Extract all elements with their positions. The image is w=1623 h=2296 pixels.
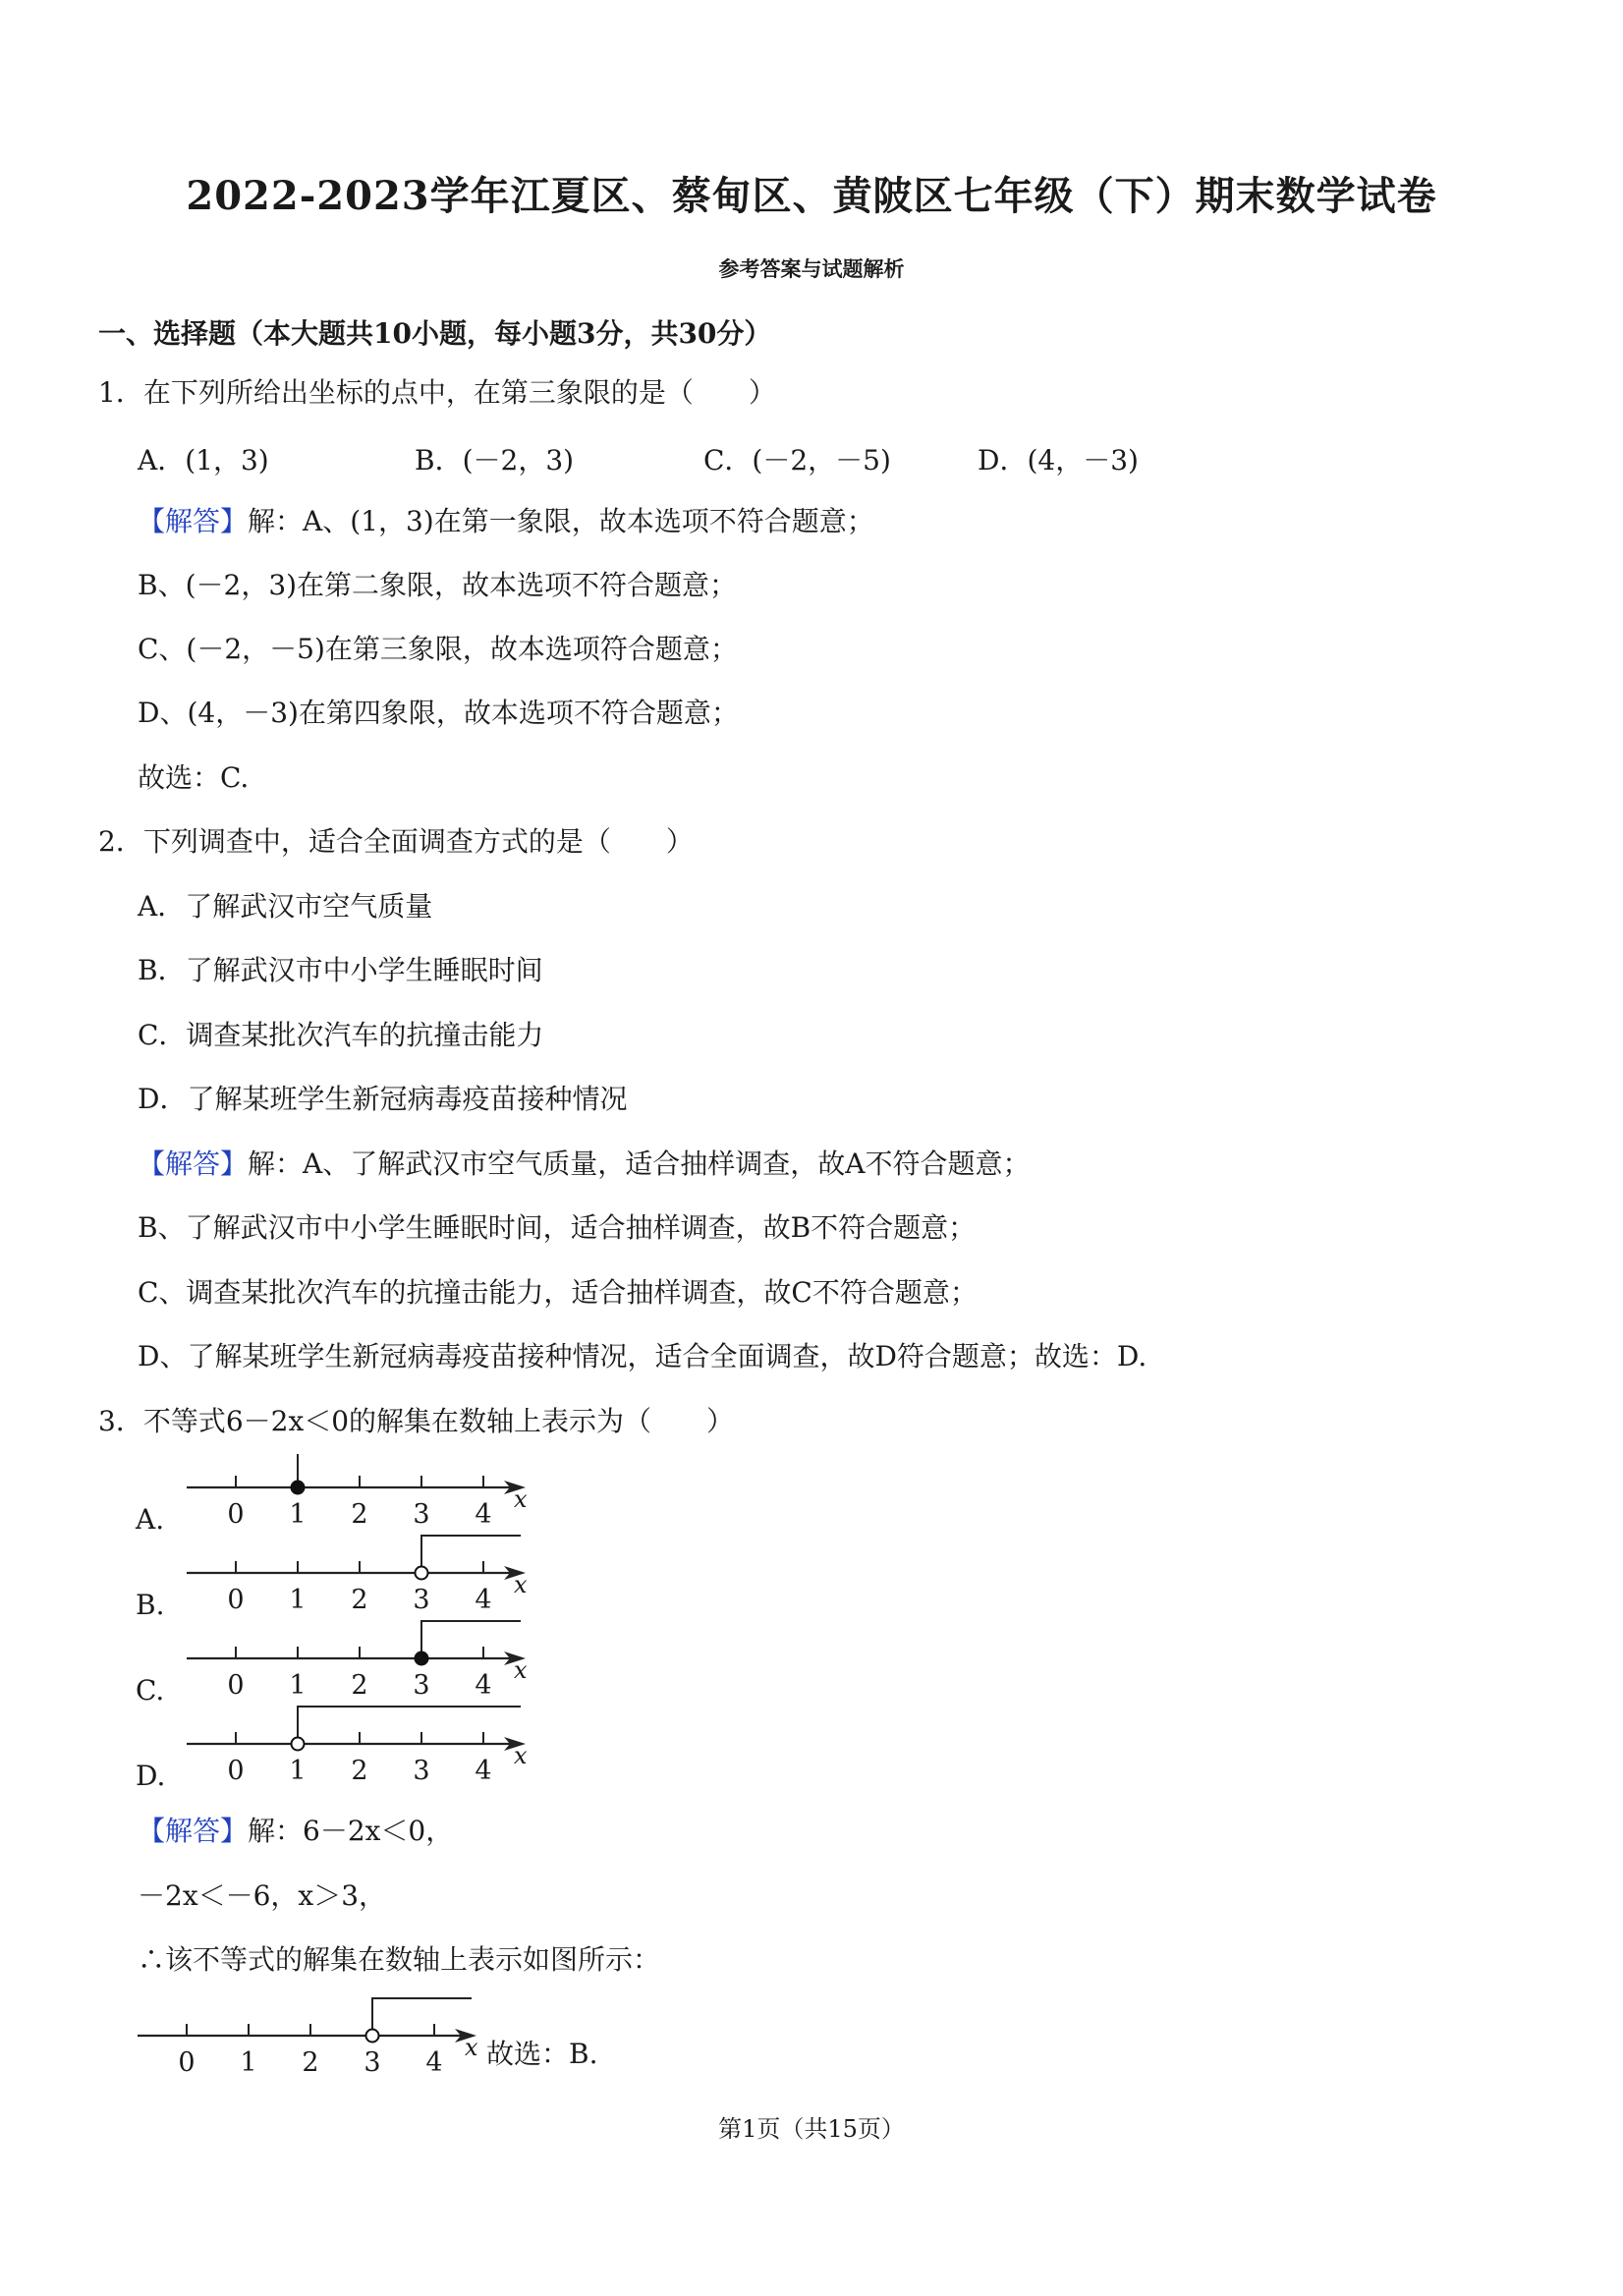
q1-answer-line-4: D、(4，－3)在第四象限，故本选项不符合题意； <box>138 697 739 729</box>
tick-label: 4 <box>475 1499 492 1530</box>
axis-variable-label: x <box>514 1656 528 1684</box>
axis-variable-label: x <box>514 1742 528 1769</box>
number-line-d <box>187 1707 528 1786</box>
q1-option-d: D．(4，－3) <box>978 444 1139 476</box>
page-subtitle: 参考答案与试题解析 <box>718 256 905 281</box>
q3-option-c: C. <box>136 1674 165 1707</box>
q2-answer-line-3: C、调查某批次汽车的抗撞击能力，适合抽样调查，故C不符合题意； <box>138 1276 978 1309</box>
tick-label: 4 <box>475 1670 492 1701</box>
section-heading: 一、选择题（本大题共10小题，每小题3分，共30分） <box>98 317 772 350</box>
q1-option-b: B．(－2，3) <box>415 444 575 476</box>
answer-tag: 【解答】 <box>138 505 249 537</box>
q3-stem: 3．不等式6－2x＜0的解集在数轴上表示为（ ） <box>98 1405 735 1437</box>
number-line-solution <box>138 1998 478 2078</box>
q2-option-d: D．了解某班学生新冠病毒疫苗接种情况 <box>138 1083 628 1115</box>
q1-option-c: C．(－2，－5) <box>703 444 891 476</box>
tick-label: 2 <box>351 1756 368 1786</box>
q1-stem: 1．在下列所给出坐标的点中，在第三象限的是（ ） <box>98 376 776 409</box>
q2-option-a: A．了解武汉市空气质量 <box>138 890 433 923</box>
tick-label: 4 <box>475 1585 492 1615</box>
tick-label: 3 <box>413 1585 430 1615</box>
tick-label: 3 <box>413 1670 430 1701</box>
q1-answer-line-3: C、(－2，－5)在第三象限，故本选项符合题意； <box>138 633 738 665</box>
q1-answer-line-2: B、(－2，3)在第二象限，故本选项不符合题意； <box>138 569 738 601</box>
q2-answer-line-4: D、了解某班学生新冠病毒疫苗接种情况，适合全面调查，故D符合题意；故选：D. <box>138 1340 1147 1372</box>
tick-label: 0 <box>178 2047 196 2078</box>
tick-label: 2 <box>351 1585 368 1615</box>
q3-option-a: A. <box>136 1503 165 1536</box>
tick-label: 0 <box>227 1670 245 1701</box>
solution-ray <box>298 1454 521 1487</box>
tick-label: 3 <box>413 1499 430 1530</box>
q3-answer-line-1: 【解答】解：6－2x＜0， <box>138 1815 454 1847</box>
tick-label: 1 <box>240 2047 257 2078</box>
tick-label: 1 <box>289 1756 307 1786</box>
tick-label: 0 <box>227 1756 245 1786</box>
q3-number-line-figures <box>177 1454 550 1798</box>
tick-label: 3 <box>364 2047 381 2078</box>
q3-answer-line-3: ∴该不等式的解集在数轴上表示如图所示： <box>138 1943 661 1976</box>
number-line-c <box>187 1621 528 1701</box>
tick-label: 1 <box>289 1670 307 1701</box>
axis-variable-label: x <box>514 1571 528 1598</box>
q3-answer-line-2: －2x＜－6，x＞3， <box>138 1879 387 1912</box>
tick-label: 0 <box>227 1585 245 1615</box>
solution-ray <box>298 1707 521 1744</box>
axis-variable-label: x <box>514 1485 528 1513</box>
tick-label: 2 <box>351 1499 368 1530</box>
q3-option-d: D. <box>136 1760 166 1792</box>
tick-label: 0 <box>227 1499 245 1530</box>
solid-endpoint <box>416 1652 428 1665</box>
page-title: 2022-2023学年江夏区、蔡甸区、黄陂区七年级（下）期末数学试卷 <box>186 173 1437 219</box>
q1-option-a: A．(1，3) <box>138 444 269 476</box>
q2-answer-line-2: B、了解武汉市中小学生睡眠时间，适合抽样调查，故B不符合题意； <box>138 1211 977 1244</box>
axis-variable-label: x <box>465 2034 478 2061</box>
q2-option-b: B．了解武汉市中小学生睡眠时间 <box>138 954 543 986</box>
open-endpoint <box>292 1738 305 1751</box>
tick-label: 1 <box>289 1585 307 1615</box>
q3-solution-number-line <box>128 1985 501 2083</box>
q2-option-c: C．调查某批次汽车的抗撞击能力 <box>138 1019 544 1051</box>
page-footer: 第1页（共15页） <box>718 2115 905 2143</box>
q3-option-b: B. <box>136 1589 165 1621</box>
tick-label: 4 <box>475 1756 492 1786</box>
q2-stem: 2．下列调查中，适合全面调查方式的是（ ） <box>98 825 694 858</box>
solid-endpoint <box>292 1482 305 1494</box>
number-line-a <box>187 1454 528 1530</box>
answer-tag: 【解答】 <box>138 1815 249 1847</box>
number-line-b <box>187 1536 528 1615</box>
q1-answer-line-1: 【解答】解：A、(1，3)在第一象限，故本选项不符合题意； <box>138 505 874 537</box>
tick-label: 2 <box>351 1670 368 1701</box>
q2-answer-line-1: 【解答】解：A、了解武汉市空气质量，适合抽样调查，故A不符合题意； <box>138 1148 1031 1180</box>
open-endpoint <box>416 1567 428 1580</box>
q1-answer-line-5: 故选：C. <box>138 761 250 794</box>
answer-tag: 【解答】 <box>138 1148 249 1180</box>
q3-final-answer: 故选：B. <box>486 2038 598 2070</box>
open-endpoint <box>366 2030 379 2043</box>
tick-label: 2 <box>302 2047 319 2078</box>
tick-label: 1 <box>289 1499 307 1530</box>
tick-label: 3 <box>413 1756 430 1786</box>
tick-label: 4 <box>425 2047 443 2078</box>
